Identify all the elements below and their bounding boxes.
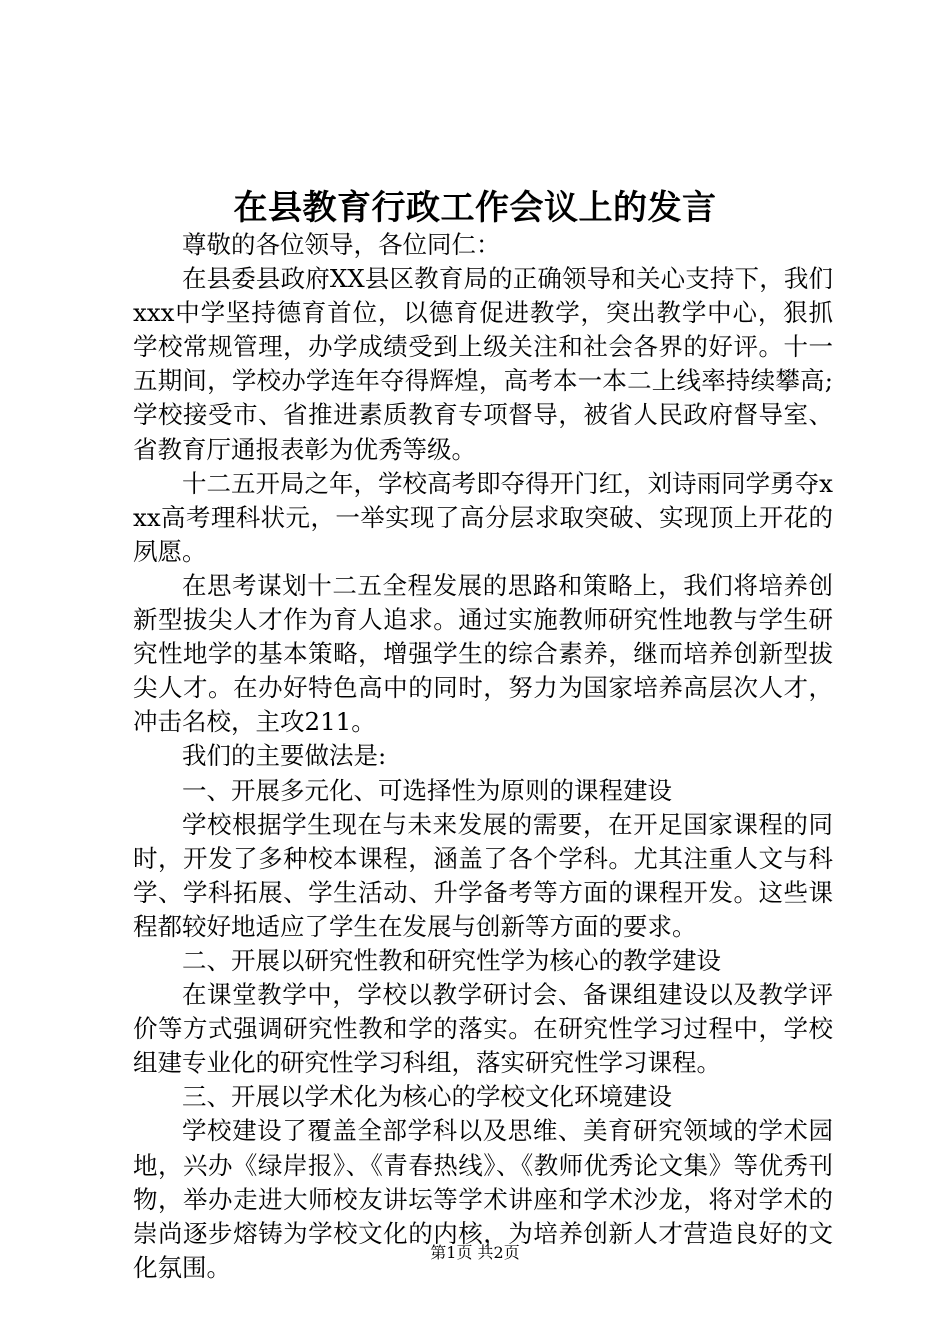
- paragraph-salutation: 尊敬的各位领导，各位同仁：: [182, 230, 501, 259]
- paragraph-strategy: 在思考谋划十二五全程发展的思路和策略上，我们将培养创新型拔尖人才作为育人追求。通过实施教师研究性地教与学生研究性地学的基本策略，增强学生的综合素养，继而培养创新型拔尖人才。在办好特色高中的同时，努力为国家培养高层次人才，冲击名校，主攻211。: [133, 570, 833, 737]
- paragraph-12th-five-year-start: 十二五开局之年，学校高考即夺得开门红，刘诗雨同学勇夺xxx高考理科状元，一举实现了高分层求取突破、实现顶上开花的夙愿。: [133, 468, 833, 566]
- paragraph-teaching: 在课堂教学中，学校以教学研讨会、备课组建设以及教学评价等方式强调研究性教和学的落实。在研究性学习过程中，学校组建专业化的研究性学习科组，落实研究性学习课程。: [133, 980, 833, 1078]
- paragraph-culture: 学校建设了覆盖全部学科以及思维、美育研究领域的学术园地，兴办《绿岸报》、《青春热线》、《教师优秀论文集》等优秀刊物，举办走进大师校友讲坛等学术讲座和学术沙龙，将对学术的崇尚逐步熔铸为学校文化的内核，为培养创新人才营造良好的文化氛围。: [133, 1116, 833, 1282]
- page-footer: 第1页 共2页: [430, 1243, 520, 1262]
- section-heading-3: 三、开展以学术化为核心的学校文化环境建设: [182, 1082, 672, 1112]
- document-body: [133, 228, 833, 1285]
- paragraph-methods-intro: 我们的主要做法是:: [182, 741, 387, 771]
- section-heading-2: 二、开展以研究性教和研究性学为核心的教学建设: [182, 945, 721, 975]
- document-title: 在县教育行政工作会议上的发言: [233, 188, 717, 228]
- paragraph-curriculum: 学校根据学生现在与未来发展的需要，在开足国家课程的同时，开发了多种校本课程，涵盖了各个学科。尤其注重人文与科学、学科拓展、学生活动、升学备考等方面的课程开发。这些课程都较好地适应了学生在发展与创新等方面的要求。: [133, 809, 833, 941]
- section-heading-1: 一、开展多元化、可选择性为原则的课程建设: [182, 775, 672, 805]
- paragraph-achievements: 在县委县政府XX县区教育局的正确领导和关心支持下，我们xxx中学坚持德育首位，以德育促进教学，突出教学中心，狠抓学校常规管理，办学成绩受到上级关注和社会各界的好评。十一五期间，学校办学连年夺得辉煌，高考本一本二上线率持续攀高;学校接受市、省推进素质教育专项督导，被省人民政府督导室、省教育厅通报表彰为优秀等级。: [133, 264, 833, 464]
